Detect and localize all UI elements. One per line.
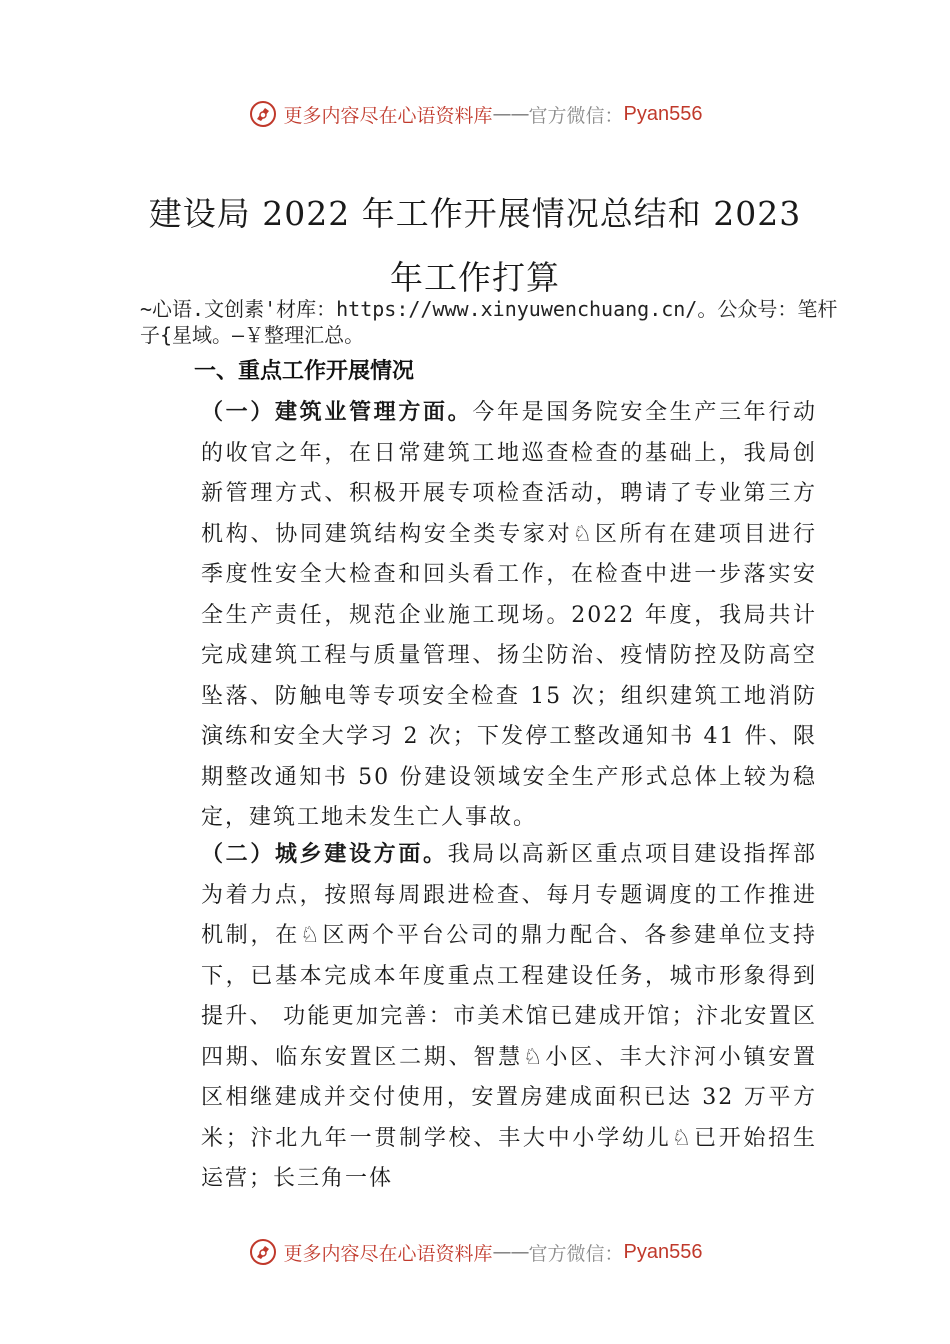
banner-text: 更多内容尽在心语资料库 xyxy=(283,104,493,127)
paragraph-1-lead: （一）建筑业管理方面。 xyxy=(201,399,473,425)
paragraph-2-body: 我局以高新区重点项目建设指挥部为着力点，按照每周跟进检查、每月专题调度的工作推进机制，在♘区两个平台公司的鼎力配合、各参建单位支持下，已基本完成本年度重点工程建设任务，城市形象得到提升、 功能更加完善：市美术馆已建成开馆；汴北安置区四期、临东安置区二期、智慧♘小区、丰大汴河小镇安置区相继建成并交付使用，安置房建成面积已达 32 万平方米；汴北九年一贯制学校、丰大中小学幼儿♘已开始招生运营；长三角一体 xyxy=(201,842,817,1191)
section-paragraph-1 xyxy=(145,392,817,839)
logo-icon xyxy=(248,99,278,129)
section-paragraph-2 xyxy=(145,834,817,1200)
banner-wechat-label: 官方微信： xyxy=(528,104,624,127)
banner-separator: —— xyxy=(492,1241,529,1263)
banner-text: 更多内容尽在心语资料库 xyxy=(283,1242,493,1265)
document-title-line2: 年工作打算 xyxy=(390,258,560,297)
section-heading-1: 一、重点工作开展情况 xyxy=(194,359,415,384)
logo-icon xyxy=(248,1237,278,1267)
paragraph-1-body: 今年是国务院安全生产三年行动的收官之年，在日常建筑工地巡查检查的基础上，我局创新管理方式、积极开展专项检查活动，聘请了专业第三方机构、协同建筑结构安全类专家对♘区所有在建项目进行季度性安全大检查和回头看工作，在检查中进一步落实安全生产责任，规范企业施工现场。2022 年度，我局共计完成建筑工程与质量管理、扬尘防治、疫情防控及防高空坠落、防触电等专项安全检查 15 次；组织建筑工地消防演练和安全大学习 2 次；下发停工整改通知书 41 件、限期整改通知书 50 份建设领域安全生产形式总体上较为稳定，建筑工地未发生亡人事故。 xyxy=(201,400,817,830)
document-title-line1: 建设局 2022 年工作开展情况总结和 2023 xyxy=(148,194,802,233)
banner-separator: —— xyxy=(492,103,529,125)
banner-wechat-id: Pyan556 xyxy=(623,1240,703,1263)
bottom-watermark-banner xyxy=(0,1232,950,1272)
paragraph-2-lead: （二）城乡建设方面。 xyxy=(201,841,448,867)
source-note: ~心语.文创素'材库：https://www.xinyuwenchuang.cn/。公众号：笔杆子{星域。—￥整理汇总。 xyxy=(140,297,838,347)
top-watermark-banner xyxy=(0,94,950,134)
banner-wechat-label: 官方微信： xyxy=(528,1242,624,1265)
banner-wechat-id: Pyan556 xyxy=(623,102,703,125)
